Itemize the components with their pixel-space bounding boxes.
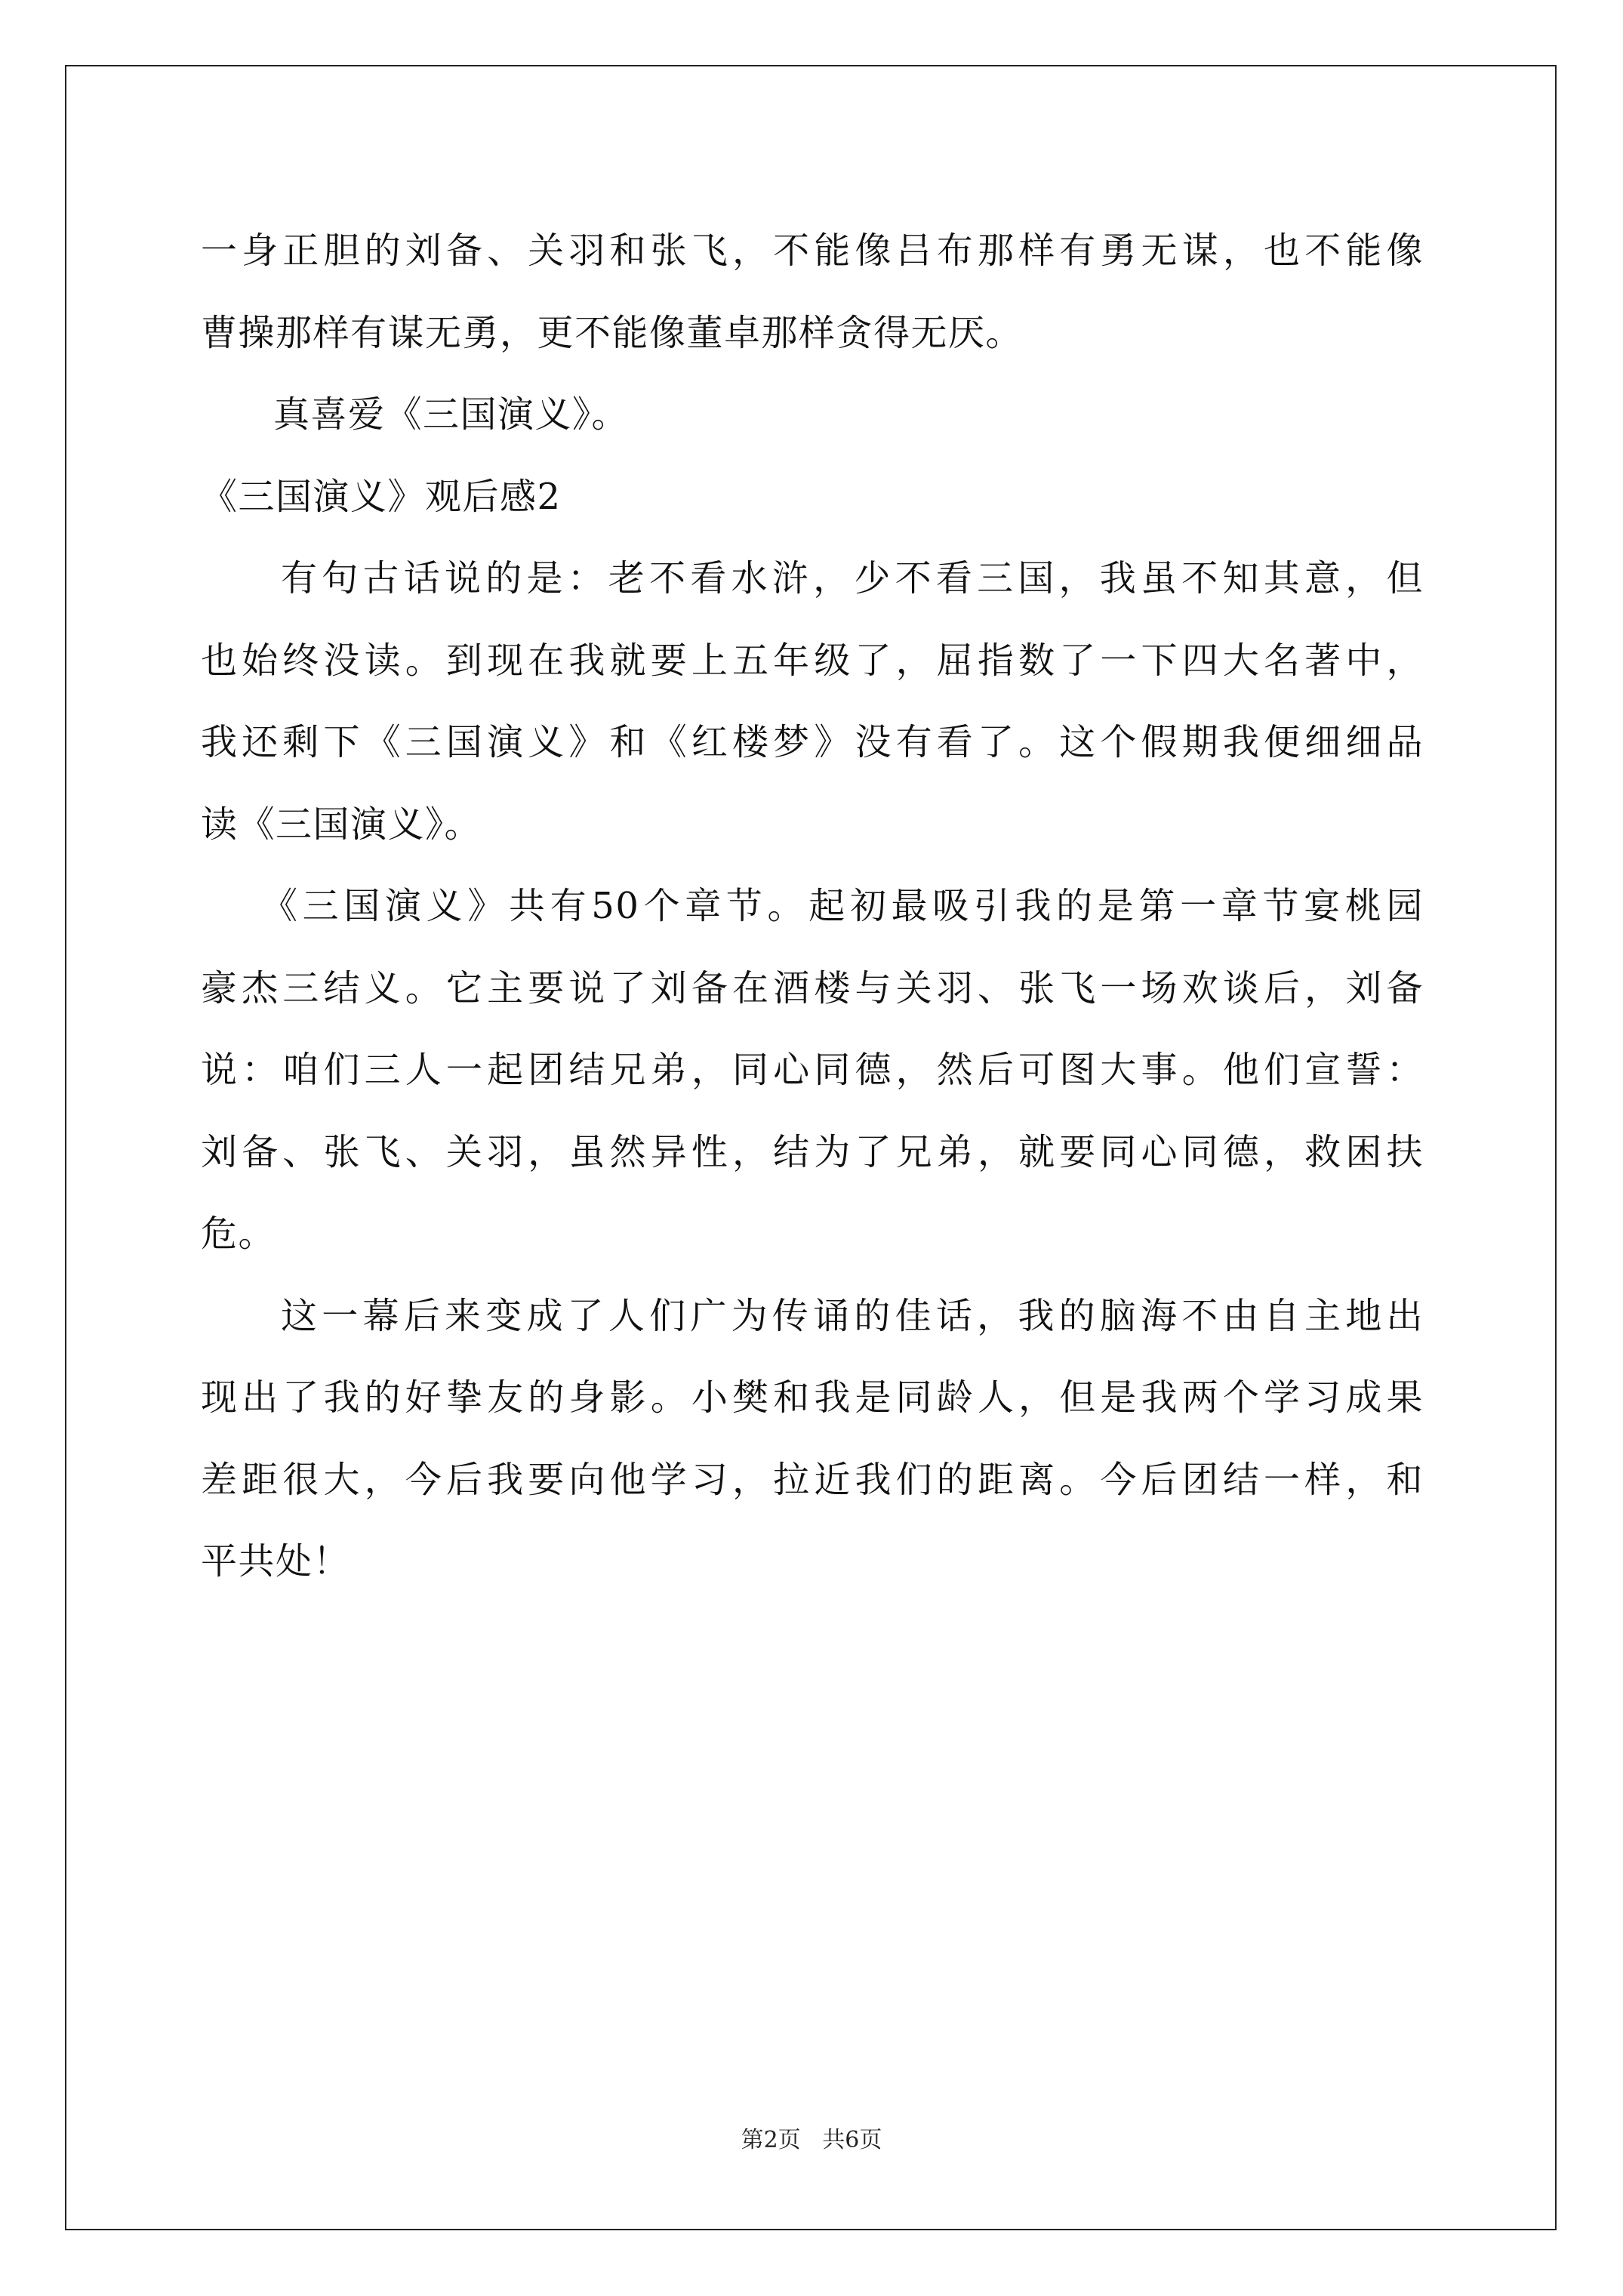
text-line: 这一幕后来变成了人们广为传诵的佳话，我的脑海不由自主地出 — [281, 1295, 1424, 1337]
text-line: 差距很大，今后我要向他学习，拉近我们的距离。今后团结一样，和 — [201, 1459, 1424, 1501]
text-line: 平共处！ — [201, 1540, 351, 1583]
text-line: 一身正胆的刘备、关羽和张飞，不能像吕布那样有勇无谋，也不能像 — [201, 230, 1424, 272]
text-line: 有句古话说的是：老不看水浒，少不看三国，我虽不知其意，但 — [281, 557, 1424, 599]
text-line: 现出了我的好挚友的身影。小樊和我是同龄人，但是我两个学习成果 — [201, 1376, 1424, 1419]
text-line: 我还剩下《三国演义》和《红楼梦》没有看了。这个假期我便细细品 — [201, 721, 1424, 763]
text-line: 曹操那样有谋无勇，更不能像董卓那样贪得无厌。 — [201, 312, 1024, 354]
text-line: 刘备、张飞、关羽，虽然异性，结为了兄弟，就要同心同德，救困扶 — [201, 1131, 1424, 1173]
text-line: 说：咱们三人一起团结兄弟，同心同德，然后可图大事。他们宣誓： — [201, 1049, 1424, 1091]
page-number-footer: 第2页 共6页 — [741, 2127, 882, 2153]
text-line: 豪杰三结义。它主要说了刘备在酒楼与关羽、张飞一场欢谈后，刘备 — [201, 967, 1424, 1009]
text-line: 《三国演义》共有50个章节。起初最吸引我的是第一章节宴桃园 — [261, 885, 1424, 927]
text-line: 真喜爱《三国演义》。 — [273, 393, 630, 436]
section-heading: 《三国演义》观后感2 — [201, 476, 562, 518]
text-line: 也始终没读。到现在我就要上五年级了，屈指数了一下四大名著中， — [201, 639, 1424, 682]
text-line: 读《三国演义》。 — [201, 803, 482, 846]
text-line: 危。 — [201, 1213, 276, 1255]
